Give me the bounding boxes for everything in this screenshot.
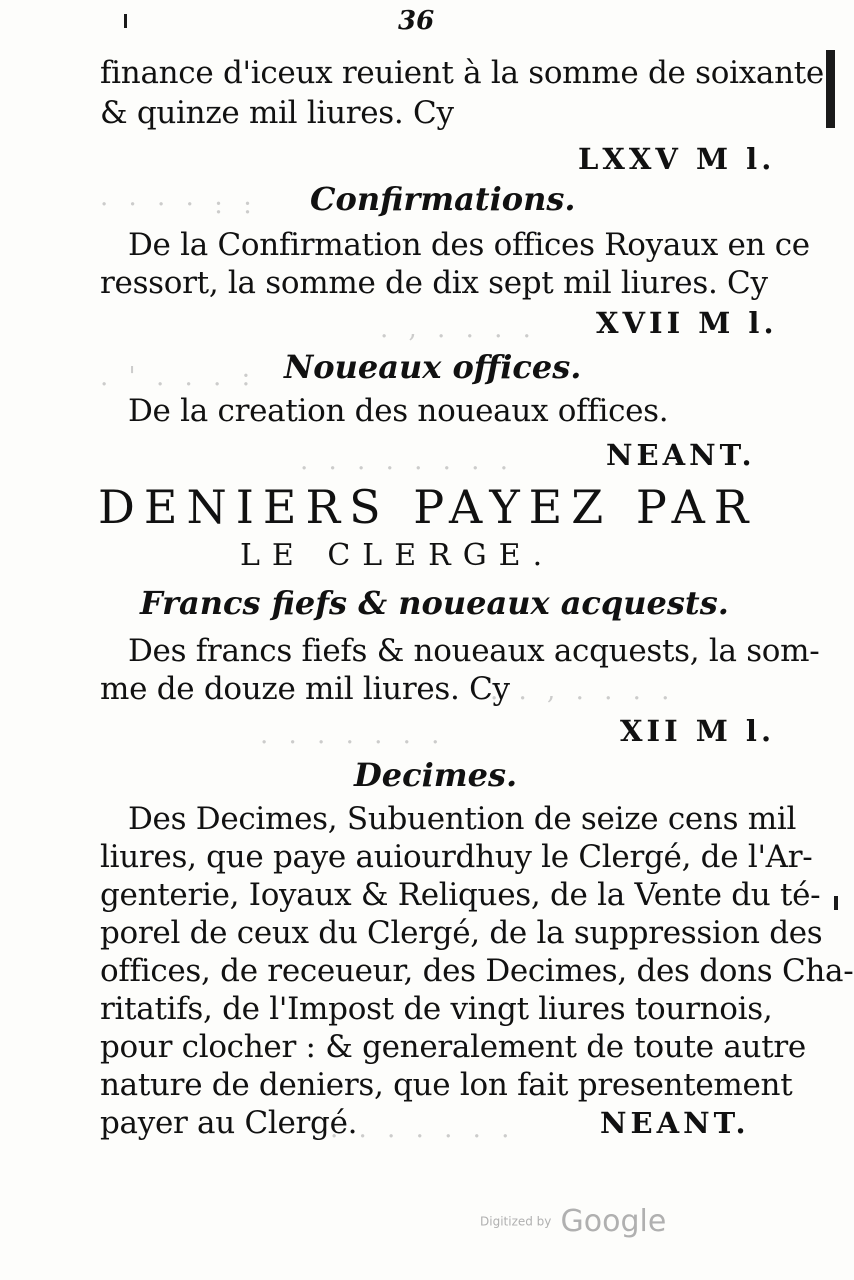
text-line: Des Decimes, Subuention de seize cens mil <box>128 801 797 837</box>
text-line: offices, de receueur, des Decimes, des dons Cha- <box>100 953 854 989</box>
text-line: ritatifs, de l'Impost de vingt liures tournois, <box>100 991 773 1027</box>
text-line: payer au Clergé. <box>100 1105 358 1141</box>
bleed-through: . . . . . . . . <box>300 446 514 476</box>
bleed-through: . ' . . . : <box>100 362 257 392</box>
text-line: De la Confirmation des offices Royaux en ce <box>128 227 810 263</box>
text-line: genterie, Ioyaux & Reliques, de la Vente du té- <box>100 877 821 913</box>
bleed-through: · · · · : : <box>100 190 258 220</box>
bleed-through: . . . . . . . <box>260 720 446 750</box>
amount-value: NEANT. <box>600 1106 750 1140</box>
bleed-through: . . , . . . . <box>490 676 676 706</box>
text-line: & quinze mil liures. Cy <box>100 95 454 131</box>
watermark-brand: Google <box>560 1204 667 1239</box>
section-title: DENIERS PAYEZ PAR <box>98 480 758 534</box>
text-line: liures, que paye auiourdhuy le Clergé, de l'Ar- <box>100 839 813 875</box>
text-line: finance d'iceux reuient à la somme de soixante <box>100 55 824 91</box>
text-line: pour clocher : & generalement de toute autre <box>100 1029 806 1065</box>
text-line: ressort, la somme de dix sept mil liures. Cy <box>100 265 768 301</box>
bleed-through: . . . . . . . <box>330 1114 516 1144</box>
section-subtitle: LE CLERGE. <box>240 538 555 573</box>
page-number: 36 <box>398 6 435 36</box>
edge-speck <box>834 896 838 910</box>
amount-value: XVII M l. <box>596 306 778 340</box>
edge-speck <box>124 14 127 28</box>
text-line: porel de ceux du Clergé, de la suppression des <box>100 915 823 951</box>
amount-value: NEANT. <box>606 438 756 472</box>
binding-edge-mark <box>826 50 835 128</box>
watermark-prefix: Digitized by <box>480 1214 552 1229</box>
section-heading: Noueaux offices. <box>284 348 582 386</box>
amount-value: LXXV M l. <box>578 142 776 176</box>
text-line: nature de deniers, que lon fait presentement <box>100 1067 793 1103</box>
bleed-through: . , . . . . <box>380 314 537 344</box>
digitized-watermark <box>480 1204 666 1239</box>
section-heading: Francs fiefs & noueaux acquests. <box>140 584 729 622</box>
amount-value: XII M l. <box>620 714 776 748</box>
text-line: me de douze mil liures. Cy <box>100 671 510 707</box>
text-line: De la creation des noueaux offices. <box>128 393 669 429</box>
text-line: Des francs fiefs & noueaux acquests, la som- <box>128 633 820 669</box>
section-heading: Confirmations. <box>310 180 576 218</box>
section-heading: Decimes. <box>354 756 518 794</box>
